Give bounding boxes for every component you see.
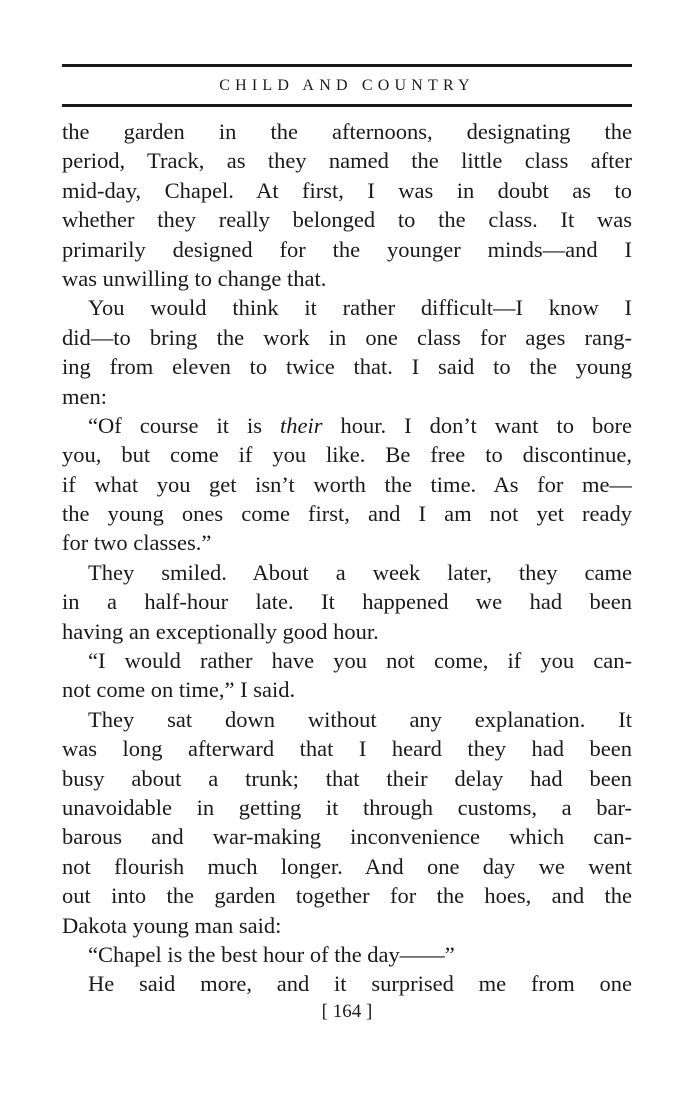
text-line: mid-day, Chapel. At first, I was in doubt as to [62, 177, 632, 203]
text-line: for two classes.” [62, 530, 212, 556]
text-line: busy about a trunk; that their delay had been [62, 765, 632, 791]
text-line: primarily designed for the younger minds—and I [62, 236, 632, 262]
text-line: They smiled. About a week later, they came [88, 559, 632, 585]
page-number: [ 164 ] [321, 1001, 373, 1022]
text-line: having an exceptionally good hour. [62, 618, 379, 644]
text-span: “Of course it is [88, 412, 280, 438]
text-line: out into the garden together for the hoes, and the [62, 883, 632, 909]
text-line: in a half-hour late. It happened we had been [62, 589, 632, 615]
text-line: period, Track, as they named the little class after [62, 148, 632, 174]
body-text [62, 117, 632, 999]
text-line: was long afterward that I heard they had been [62, 736, 632, 762]
text-line: if what you get isn’t worth the time. As for me— [62, 471, 632, 497]
text-line [62, 411, 632, 440]
text-line: the garden in the afternoons, designating the [62, 119, 632, 144]
text-line: He said more, and it surprised me from one [88, 971, 632, 997]
text-line: the young ones come first, and I am not yet ready [62, 501, 632, 527]
text-line: “I would rather have you not come, if you can- [88, 648, 632, 674]
book-page [62, 0, 632, 1100]
text-line: was unwilling to change that. [62, 265, 327, 291]
text-line: ing from eleven to twice that. I said to the young [62, 354, 632, 380]
text-line: “Chapel is the best hour of the day——” [88, 941, 455, 967]
text-line: men: [62, 383, 107, 409]
text-span: hour. I don’t want to bore [322, 412, 632, 438]
text-line: you, but come if you like. Be free to discontinue, [62, 442, 632, 468]
text-line: not come on time,” I said. [62, 677, 296, 703]
italic-word: their [280, 412, 323, 438]
running-head: CHILD AND COUNTRY [219, 77, 475, 94]
text-line: Dakota young man said: [62, 912, 282, 938]
text-line: unavoidable in getting it through customs, a bar- [62, 794, 632, 820]
header-rule-bottom [62, 104, 632, 107]
text-line: not flourish much longer. And one day we went [62, 853, 632, 879]
header-rule-top [62, 64, 632, 67]
text-line: did—to bring the work in one class for ages rang- [62, 324, 632, 350]
text-line: They sat down without any explanation. It [88, 706, 632, 732]
text-line: barous and war-making inconvenience which can- [62, 824, 632, 850]
text-line: You would think it rather difficult—I know I [88, 295, 632, 321]
text-line: whether they really belonged to the class. It was [62, 207, 632, 233]
